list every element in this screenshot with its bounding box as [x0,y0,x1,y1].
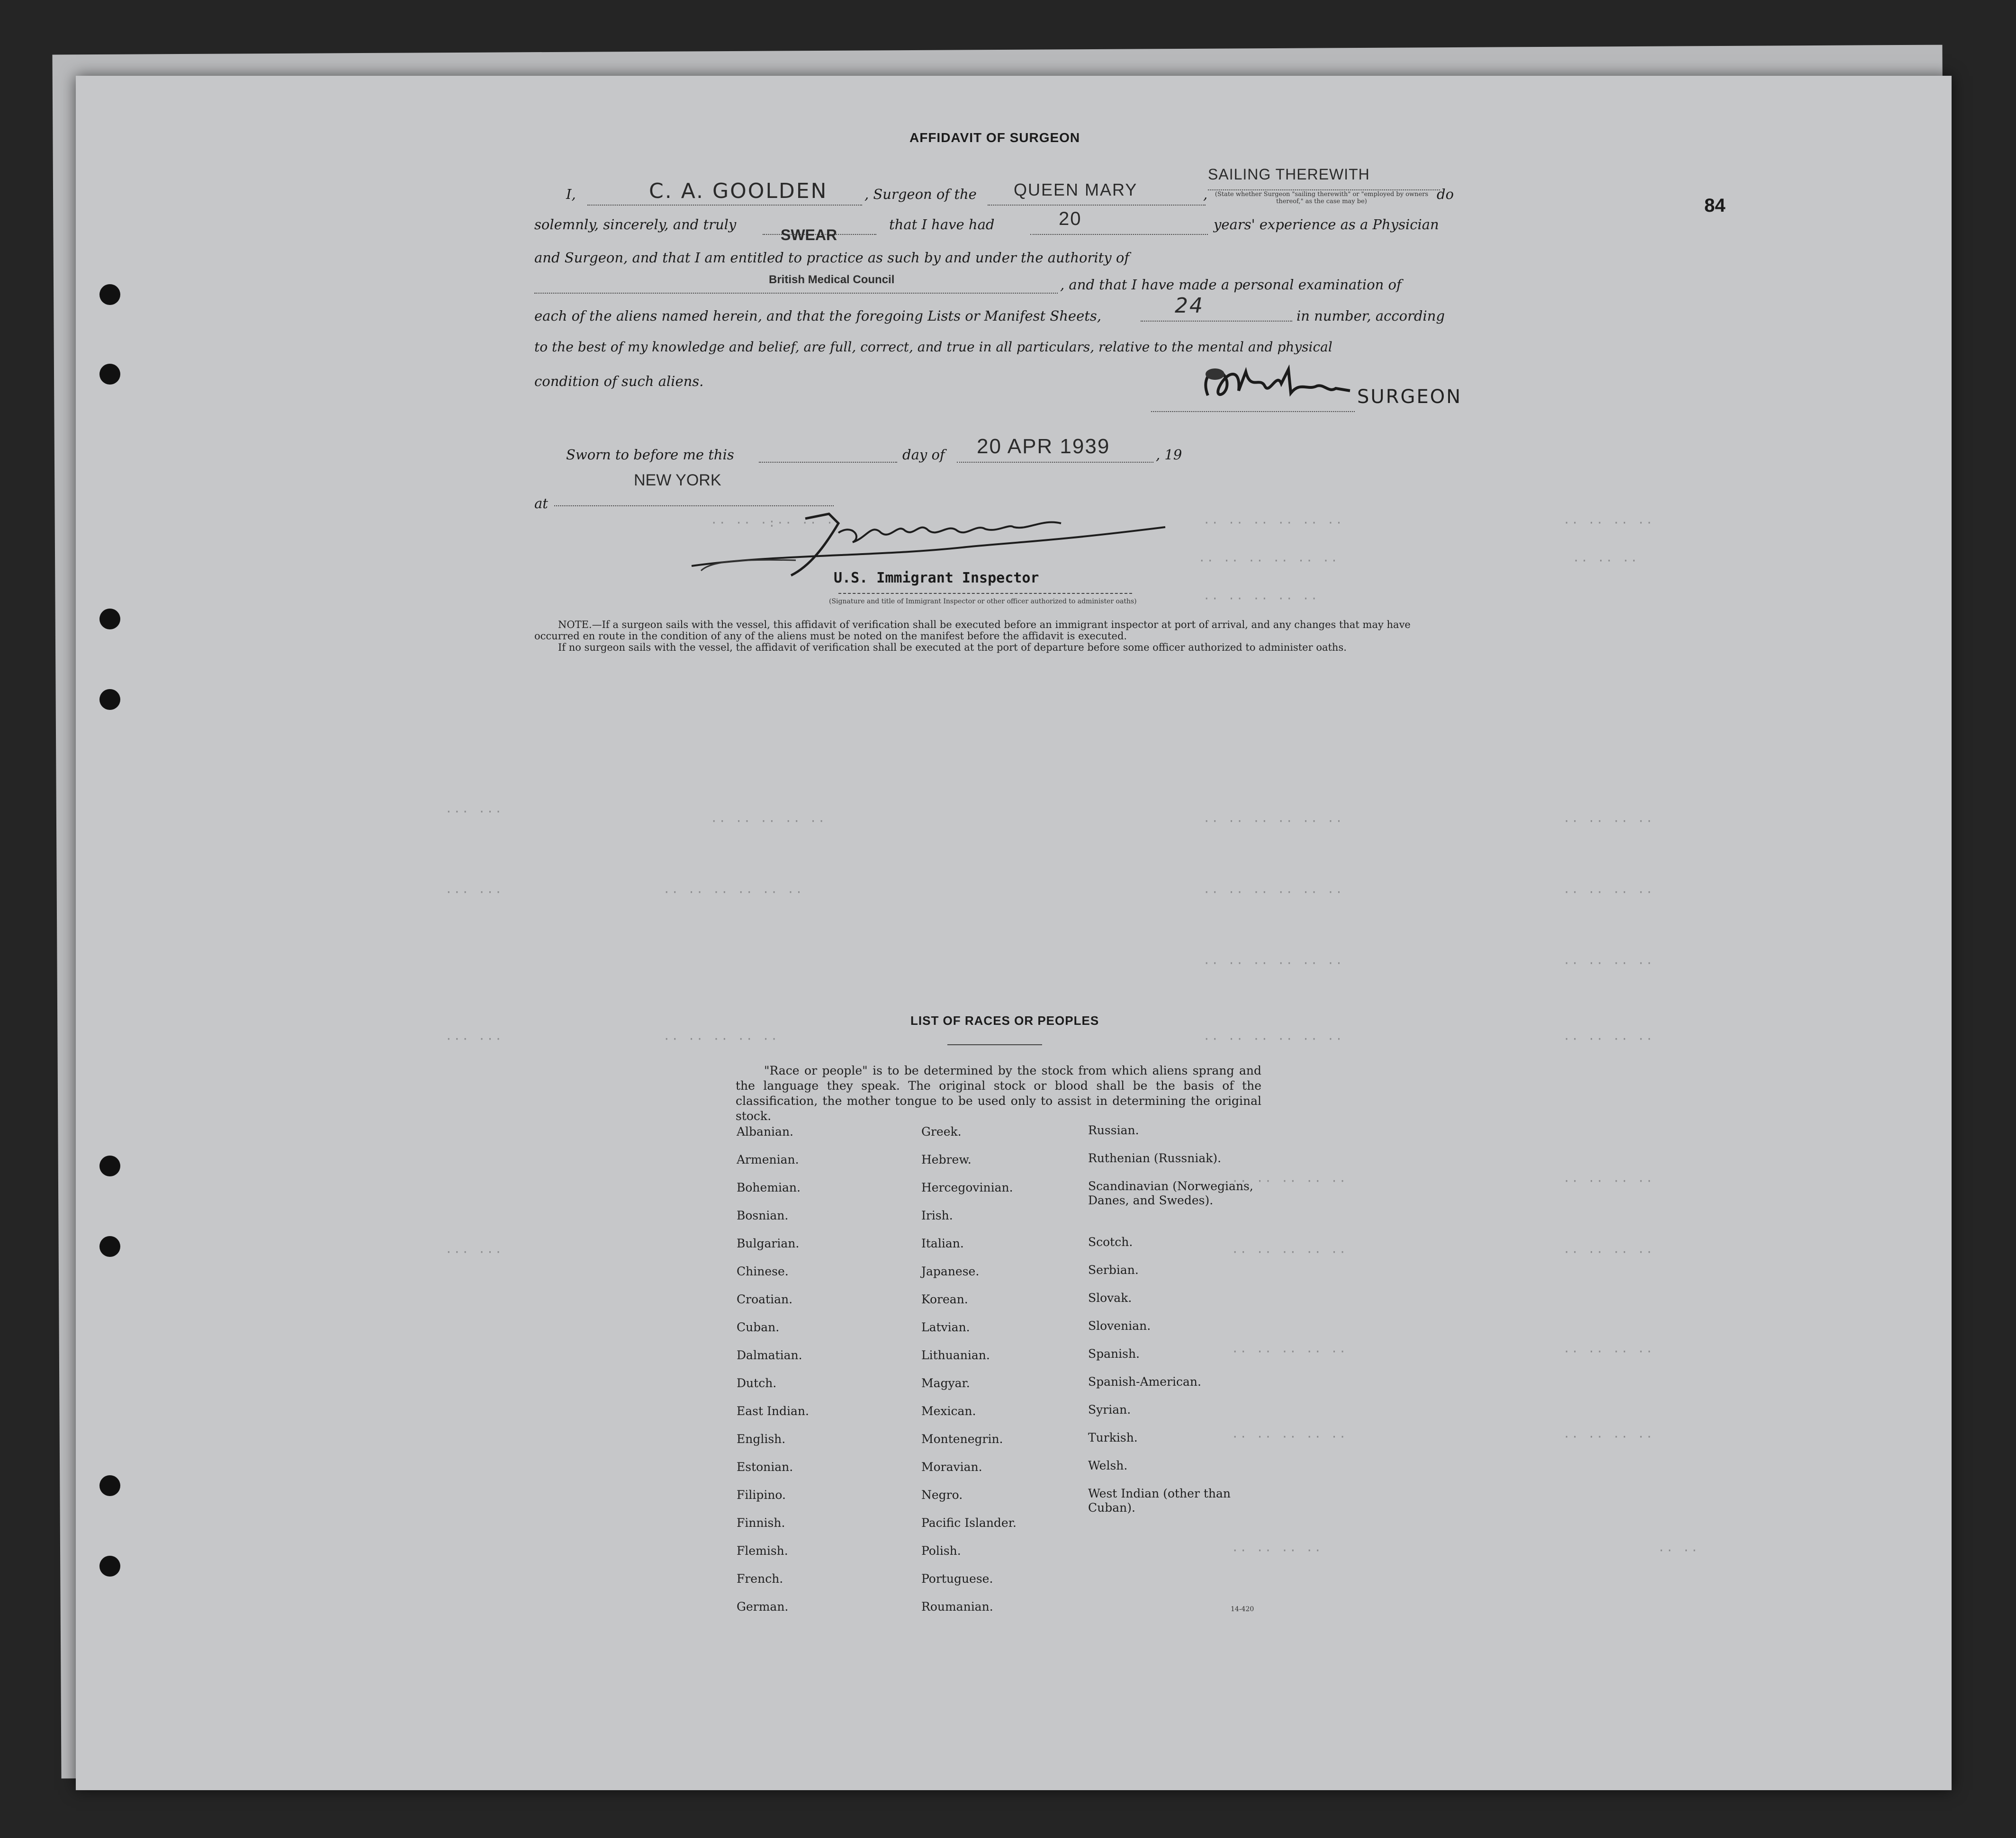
note-surgeon-sails: NOTE.—If a surgeon sails with the vessel, this affidavit of verification shall be executed before an immigrant inspector at port of arrival, and any changes that may have occurred en route in the condition of any of the aliens must be noted on the manifest before the affidavit is executed. [534,619,1411,642]
label-comma: , [1203,186,1208,202]
page-number: 84 [1704,195,1726,216]
punch-hole [99,689,120,710]
races-title: LIST OF RACES OR PEOPLES [910,1013,1099,1028]
signature-line [1151,411,1355,412]
punch-hole [99,1556,120,1577]
races-intro: "Race or people" is to be determined by the stock from which aliens sprang and the language they speak. The original stock or blood shall be the basis of the classification, the mother tongue to be used only to assist in determining the original stock. [736,1064,1261,1123]
label-personal-exam: , and that I have made a personal examination of [1060,277,1402,293]
race-item: East Indian. [737,1404,809,1418]
race-item: Welsh. [1088,1459,1128,1472]
label-solemnly: solemnly, sincerely, and truly [534,216,737,233]
authority-stamp: British Medical Council [769,273,895,286]
label-in-number: in number, according [1296,308,1445,324]
race-item: Chinese. [737,1264,789,1278]
sailing-note: (State whether Surgeon "sailing therewith" or "employed by owners thereof," as the case may be) [1215,191,1429,205]
race-item: Latvian. [921,1320,970,1334]
label-best-knowledge: to the best of my knowledge and belief, are full, correct, and true in all particulars, relative to the mental and physical [534,339,1332,355]
sailing-stamp: SAILING THEREWITH [1208,166,1370,183]
sworn-day-line [759,462,897,463]
race-item: Slovak. [1088,1291,1132,1305]
date-line [957,462,1153,463]
race-item: Moravian. [921,1460,982,1474]
race-item: Hebrew. [921,1153,972,1166]
race-item: Slovenian. [1088,1319,1151,1333]
race-item: Greek. [921,1125,962,1139]
race-item: Russian. [1088,1123,1139,1137]
race-item: Hercegovinian. [921,1181,1013,1194]
race-item: Ruthenian (Russniak). [1088,1151,1222,1165]
inspector-line [838,593,1132,594]
sheets-line [1141,321,1292,322]
inspector-title: U.S. Immigrant Inspector [834,570,1039,586]
race-item: West Indian (other than Cuban). [1088,1487,1231,1515]
race-item: Bulgarian. [737,1237,800,1250]
race-item: Negro. [921,1488,963,1502]
label-i: I, [566,186,576,202]
race-item: Roumanian. [921,1600,993,1614]
race-item: Bosnian. [737,1209,789,1222]
punch-hole [99,1475,120,1496]
punch-hole [99,364,120,385]
sheets-handwritten: 24 [1175,294,1204,318]
race-item: Dutch. [737,1376,777,1390]
race-item: Scotch. [1088,1235,1133,1249]
label-and-surgeon: and Surgeon, and that I am entitled to practice as such by and under the authority of [534,250,1130,266]
race-item: Syrian. [1088,1403,1131,1417]
race-item: Pacific Islander. [921,1516,1017,1530]
race-item: Armenian. [737,1153,799,1166]
race-item: Spanish-American. [1088,1375,1201,1389]
surgeon-title-handwritten: SURGEON [1357,386,1462,408]
punch-hole [99,1236,120,1257]
label-at: at [534,495,548,511]
punch-hole [99,284,120,305]
race-item: Korean. [921,1292,968,1306]
label-condition: condition of such aliens. [534,373,704,389]
race-item: English. [737,1432,786,1446]
surgeon-name-handwritten: C. A. GOOLDEN [649,179,828,203]
race-item: Serbian. [1088,1263,1139,1277]
race-item: Bohemian. [737,1181,801,1194]
inspector-signature [682,504,1179,580]
race-item: Japanese. [921,1264,980,1278]
label-years-experience: years' experience as a Physician [1214,216,1439,233]
vessel-stamp: QUEEN MARY [1014,180,1138,199]
race-item: Dalmatian. [737,1348,802,1362]
race-item: Lithuanian. [921,1348,990,1362]
race-item: Finnish. [737,1516,785,1530]
race-item: French. [737,1572,783,1586]
races-title-rule [947,1044,1042,1045]
vessel-line [988,205,1206,206]
punch-hole [99,609,120,629]
label-do: do [1437,186,1454,202]
manifest-sheet [76,76,1952,1790]
race-item: Flemish. [737,1544,788,1558]
race-item: Mexican. [921,1404,976,1418]
date-stamp: 20 APR 1939 [977,435,1110,458]
race-item: Portuguese. [921,1572,993,1586]
label-surgeon-of-the: , Surgeon of the [864,186,977,202]
race-item: Albanian. [737,1125,794,1139]
race-item: Magyar. [921,1376,970,1390]
oath-stamp: SWEAR [781,226,837,243]
label-sworn: Sworn to before me this [566,447,734,463]
punch-hole [99,1156,120,1176]
surgeon-signature [1194,353,1374,414]
place-stamp: NEW YORK [634,471,721,489]
race-item: Montenegrin. [921,1432,1003,1446]
race-item: German. [737,1600,789,1614]
race-item: Italian. [921,1237,964,1250]
affidavit-title: AFFIDAVIT OF SURGEON [909,130,1080,145]
label-day-of: day of [902,447,945,463]
race-item: Irish. [921,1209,953,1222]
race-item: Filipino. [737,1488,786,1502]
note-no-surgeon: If no surgeon sails with the vessel, the affidavit of verification shall be executed at the port of departure before some officer authorized to administer oaths. [558,642,1347,653]
race-item: Estonian. [737,1460,793,1474]
race-item: Turkish. [1088,1431,1138,1444]
race-item: Polish. [921,1544,961,1558]
years-line [1030,234,1208,235]
race-item: Cuban. [737,1320,780,1334]
sailing-line [1208,189,1440,190]
race-item: Spanish. [1088,1347,1140,1361]
race-item: Croatian. [737,1292,793,1306]
label-have-had: that I have had [889,216,995,233]
label-each-alien: each of the aliens named herein, and that the foregoing Lists or Manifest Sheets, [534,308,1102,324]
surgeon-name-line [587,205,862,206]
years-stamp: 20 [1059,208,1082,229]
authority-line [534,293,1058,294]
form-code: 14-420 [1231,1605,1254,1613]
race-item: Scandinavian (Norwegians, Danes, and Swedes). [1088,1179,1253,1207]
label-19: , 19 [1156,447,1182,463]
inspector-caption: (Signature and title of Immigrant Inspector or other officer authorized to administer oaths) [829,598,1137,605]
